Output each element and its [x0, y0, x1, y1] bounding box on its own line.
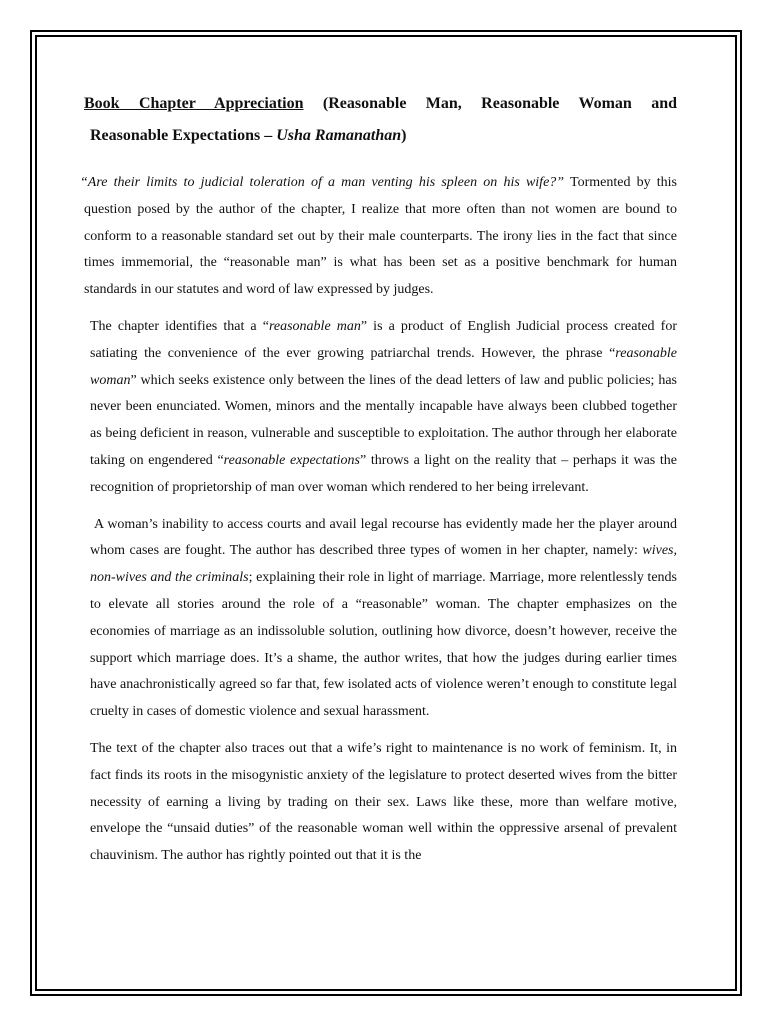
paragraph-3-text-1: A woman’s inability to access courts and avail legal recourse has evidently made her the player around whom cases are fought. The author has described three types of women in her chapter, namely: — [90, 516, 677, 559]
opening-quote: “Are their limits to judicial toleration of a man venting his spleen on his wife?” — [80, 175, 565, 190]
paragraph-2-emphasis-2: reasonable woman — [90, 345, 677, 388]
paragraph-3-emphasis: wives, non-wives and the criminals — [90, 543, 677, 586]
paragraph-2-text-3: ” which seeks existence only between the lines of the dead letters of law and public policies; has never been enunciated. Women, minors and the mentally incapable have always been clubbed together as being deficient in reason, vulnerable and susceptible to exploitation. The author through her elaborate taking on engendered “ — [90, 372, 677, 468]
paragraph-2-text-4: ” throws a light on the reality that – perhaps it was the recognition of proprietorship of man over woman which rendered to her being irrelevant. — [90, 452, 677, 495]
paragraph-3-text-2: ; explaining their role in light of marriage. Marriage, more relentlessly tends to elevate all stories around the role of a “reasonable” woman. The chapter emphasizes on the economies of marriage as an indissoluble solution, outlining how divorce, doesn’t however, receive the support which marriage does. It’s a shame, the author writes, that how the judges during earlier times have anachronistically agreed so far that, few isolated acts of violence weren’t enough to constitute legal cruelty in cases of domestic violence and sexual harassment. — [90, 570, 677, 720]
paragraph-2-text-1: The chapter identifies that a “ — [90, 318, 269, 334]
title-line-2 — [84, 120, 677, 152]
title-author: Usha Ramanathan — [276, 127, 402, 144]
paragraph-1-text: Tormented by this question posed by the author of the chapter, I realize that more often than not women are bound to conform to a reasonable standard set out by their male counterparts. The irony lies in the fact that since times immemorial, the “reasonable man” is what has been set as a positive benchmark for human standards in our statutes and word of law expressed by judges. — [84, 175, 678, 298]
title-underlined: Book Chapter Appreciation — [84, 95, 304, 112]
paragraph-2-emphasis-3: reasonable expectations — [223, 452, 360, 468]
title-part-1: (Reasonable Man, Reasonable Woman and — [303, 95, 678, 112]
paragraph-3 — [84, 512, 677, 726]
document-title — [84, 88, 677, 152]
document-body — [80, 88, 678, 880]
paragraph-2-text-2: ” is a product of English Judicial process created for satiating the convenience of the ever growing patriarchal trends. However, the phrase “ — [90, 318, 677, 361]
paragraph-4-text: The text of the chapter also traces out that a wife’s right to maintenance is no work of feminism. It, in fact finds its roots in the misogynistic anxiety of the legislature to protect deserted wives from the bitter necessity of earning a living by trading on their sex. Laws like these, more than welfare motive, envelope the “unsaid duties” of the reasonable woman well within the oppressive arsenal of prevalent chauvinism. The author has rightly pointed out that it is the — [90, 740, 677, 864]
paragraph-1 — [80, 170, 678, 304]
paragraph-2-emphasis-1: reasonable man — [268, 318, 361, 334]
paragraph-4 — [84, 736, 677, 870]
title-close: ) — [401, 127, 407, 144]
title-line-1 — [84, 88, 677, 120]
title-part-2: Reasonable Expectations – — [90, 127, 277, 144]
paragraph-2 — [84, 314, 677, 502]
